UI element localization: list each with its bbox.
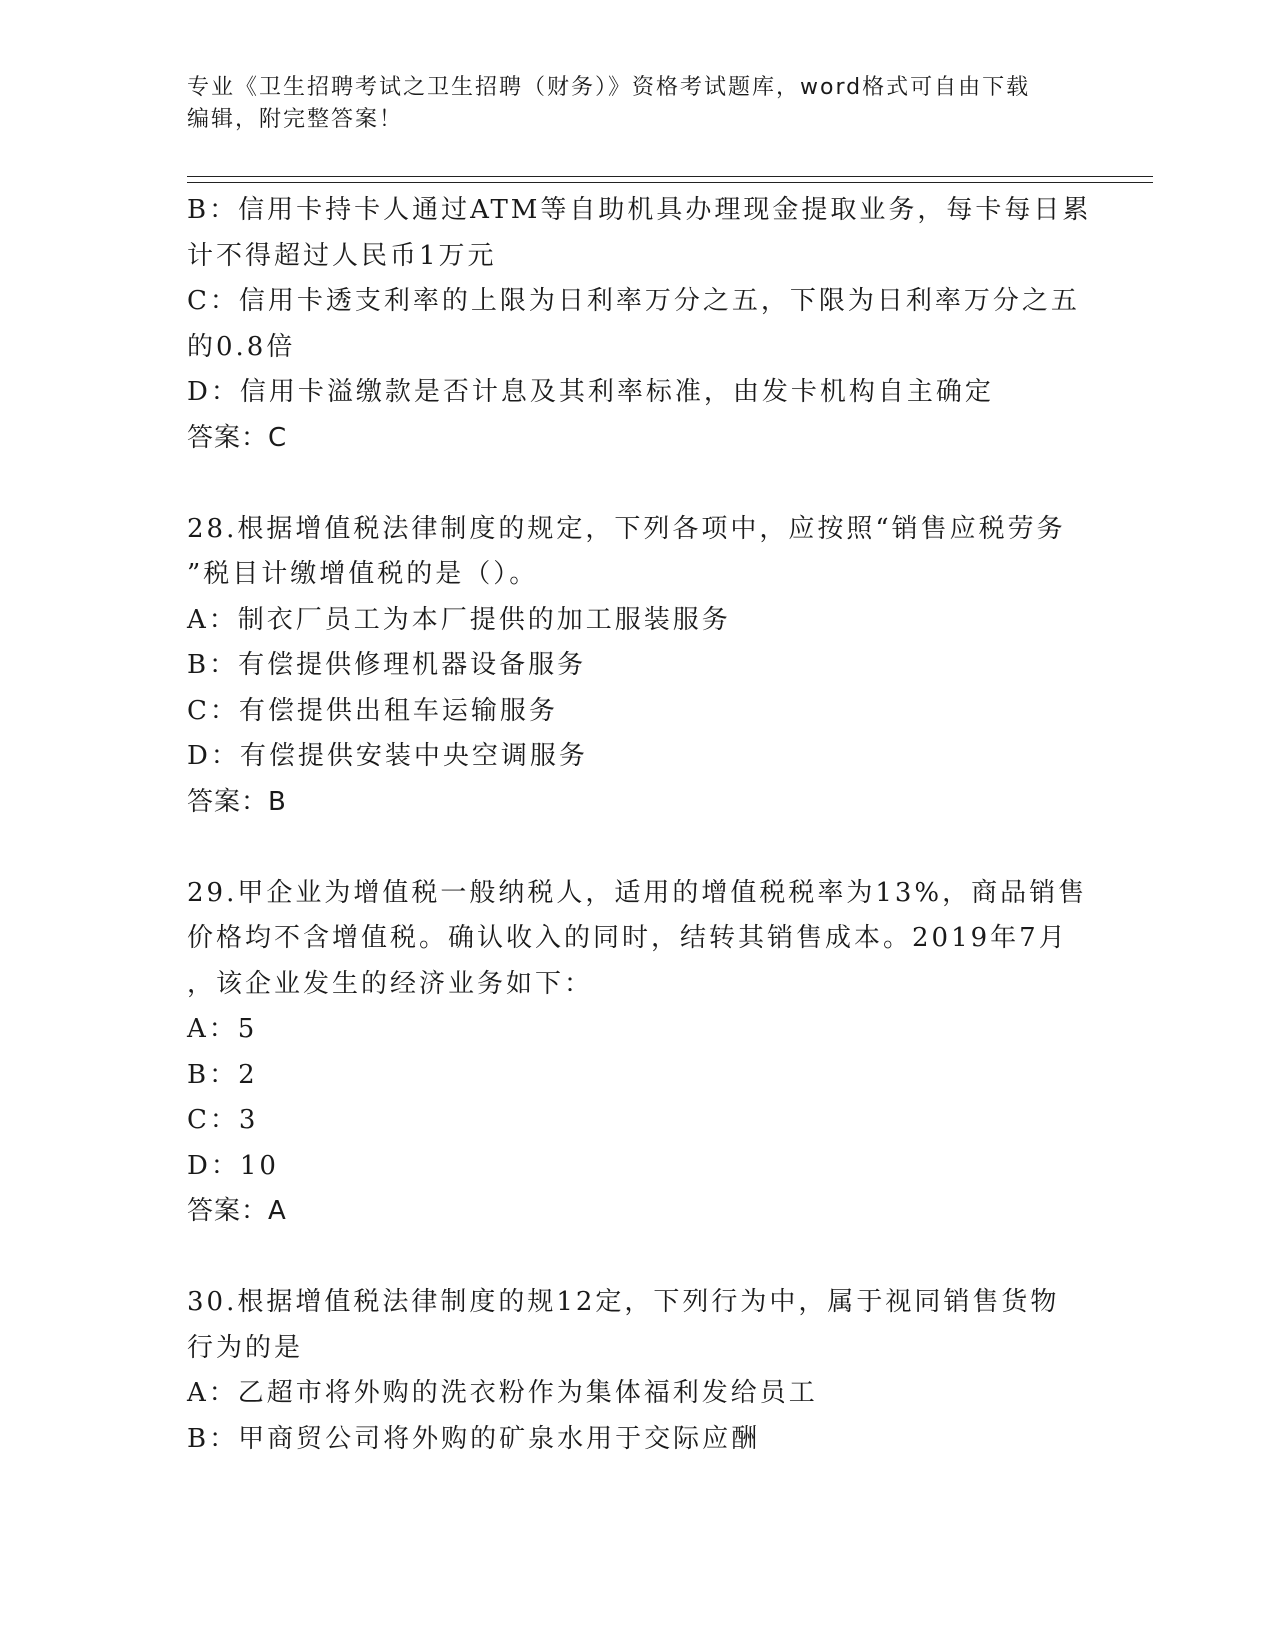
- option-a: A：乙超市将外购的洗衣粉作为集体福利发给员工: [187, 1378, 818, 1408]
- question-stem-line-1: 29.甲企业为增值税一般纳税人，适用的增值税税率为13%，商品销售: [187, 877, 1088, 908]
- page-header: [187, 72, 1067, 136]
- option-b-line-1: B：信用卡持卡人通过ATM等自助机具办理现金提取业务，每卡每日累: [187, 195, 1092, 225]
- option-b-line-2: 计不得超过人民币1万元: [187, 240, 497, 271]
- option-d: D：信用卡溢缴款是否计息及其利率标准，由发卡机构自主确定: [187, 377, 994, 407]
- option-c: C：有偿提供出租车运输服务: [187, 695, 558, 726]
- header-rule-top: [187, 176, 1153, 177]
- option-b: B：有偿提供修理机器设备服务: [187, 650, 587, 680]
- option-b: B：2: [187, 1059, 258, 1090]
- option-d: D：有偿提供安装中央空调服务: [187, 741, 588, 771]
- answer: 答案：B: [187, 786, 287, 817]
- spacer: [187, 461, 1087, 507]
- question-stem-line-2: 行为的是: [187, 1332, 304, 1363]
- option-a: A：制衣厂员工为本厂提供的加工服装服务: [187, 604, 731, 635]
- option-b: B：甲商贸公司将外购的矿泉水用于交际应酬: [187, 1423, 761, 1454]
- question-stem-line-1: 28.根据增值税法律制度的规定，下列各项中，应按照“销售应税劳务: [187, 513, 1066, 544]
- answer: 答案：C: [187, 422, 288, 453]
- question-27-tail: [187, 188, 1092, 461]
- header-line-2: 编辑，附完整答案！: [187, 107, 404, 132]
- question-stem-line-1: 30.根据增值税法律制度的规12定，下列行为中，属于视同销售货物: [187, 1287, 1060, 1317]
- spacer: [187, 1235, 1087, 1281]
- header-rule-bottom: [187, 182, 1153, 183]
- option-d: D：10: [187, 1150, 279, 1181]
- question-30: [187, 1280, 1087, 1462]
- question-content: [187, 188, 1092, 1462]
- answer: 答案：A: [187, 1196, 287, 1226]
- question-stem-line-3: ，该企业发生的经济业务如下：: [187, 968, 594, 999]
- option-c-line-1: C：信用卡透支利率的上限为日利率万分之五，下限为日利率万分之五: [187, 286, 1080, 316]
- spacer: [187, 825, 1087, 871]
- option-c-line-2: 的0.8倍: [187, 331, 296, 362]
- header-line-1: 专业《卫生招聘考试之卫生招聘（财务）》资格考试题库，word格式可自由下载: [187, 75, 1031, 100]
- option-c: C：3: [187, 1105, 259, 1135]
- option-a: A：5: [187, 1014, 258, 1044]
- question-28: [187, 507, 1087, 826]
- question-29: [187, 871, 1087, 1235]
- question-stem-line-2: ”税目计缴增值税的是（）。: [187, 559, 539, 589]
- question-stem-line-2: 价格均不含增值税。确认收入的同时，结转其销售成本。2019年7月: [187, 923, 1068, 953]
